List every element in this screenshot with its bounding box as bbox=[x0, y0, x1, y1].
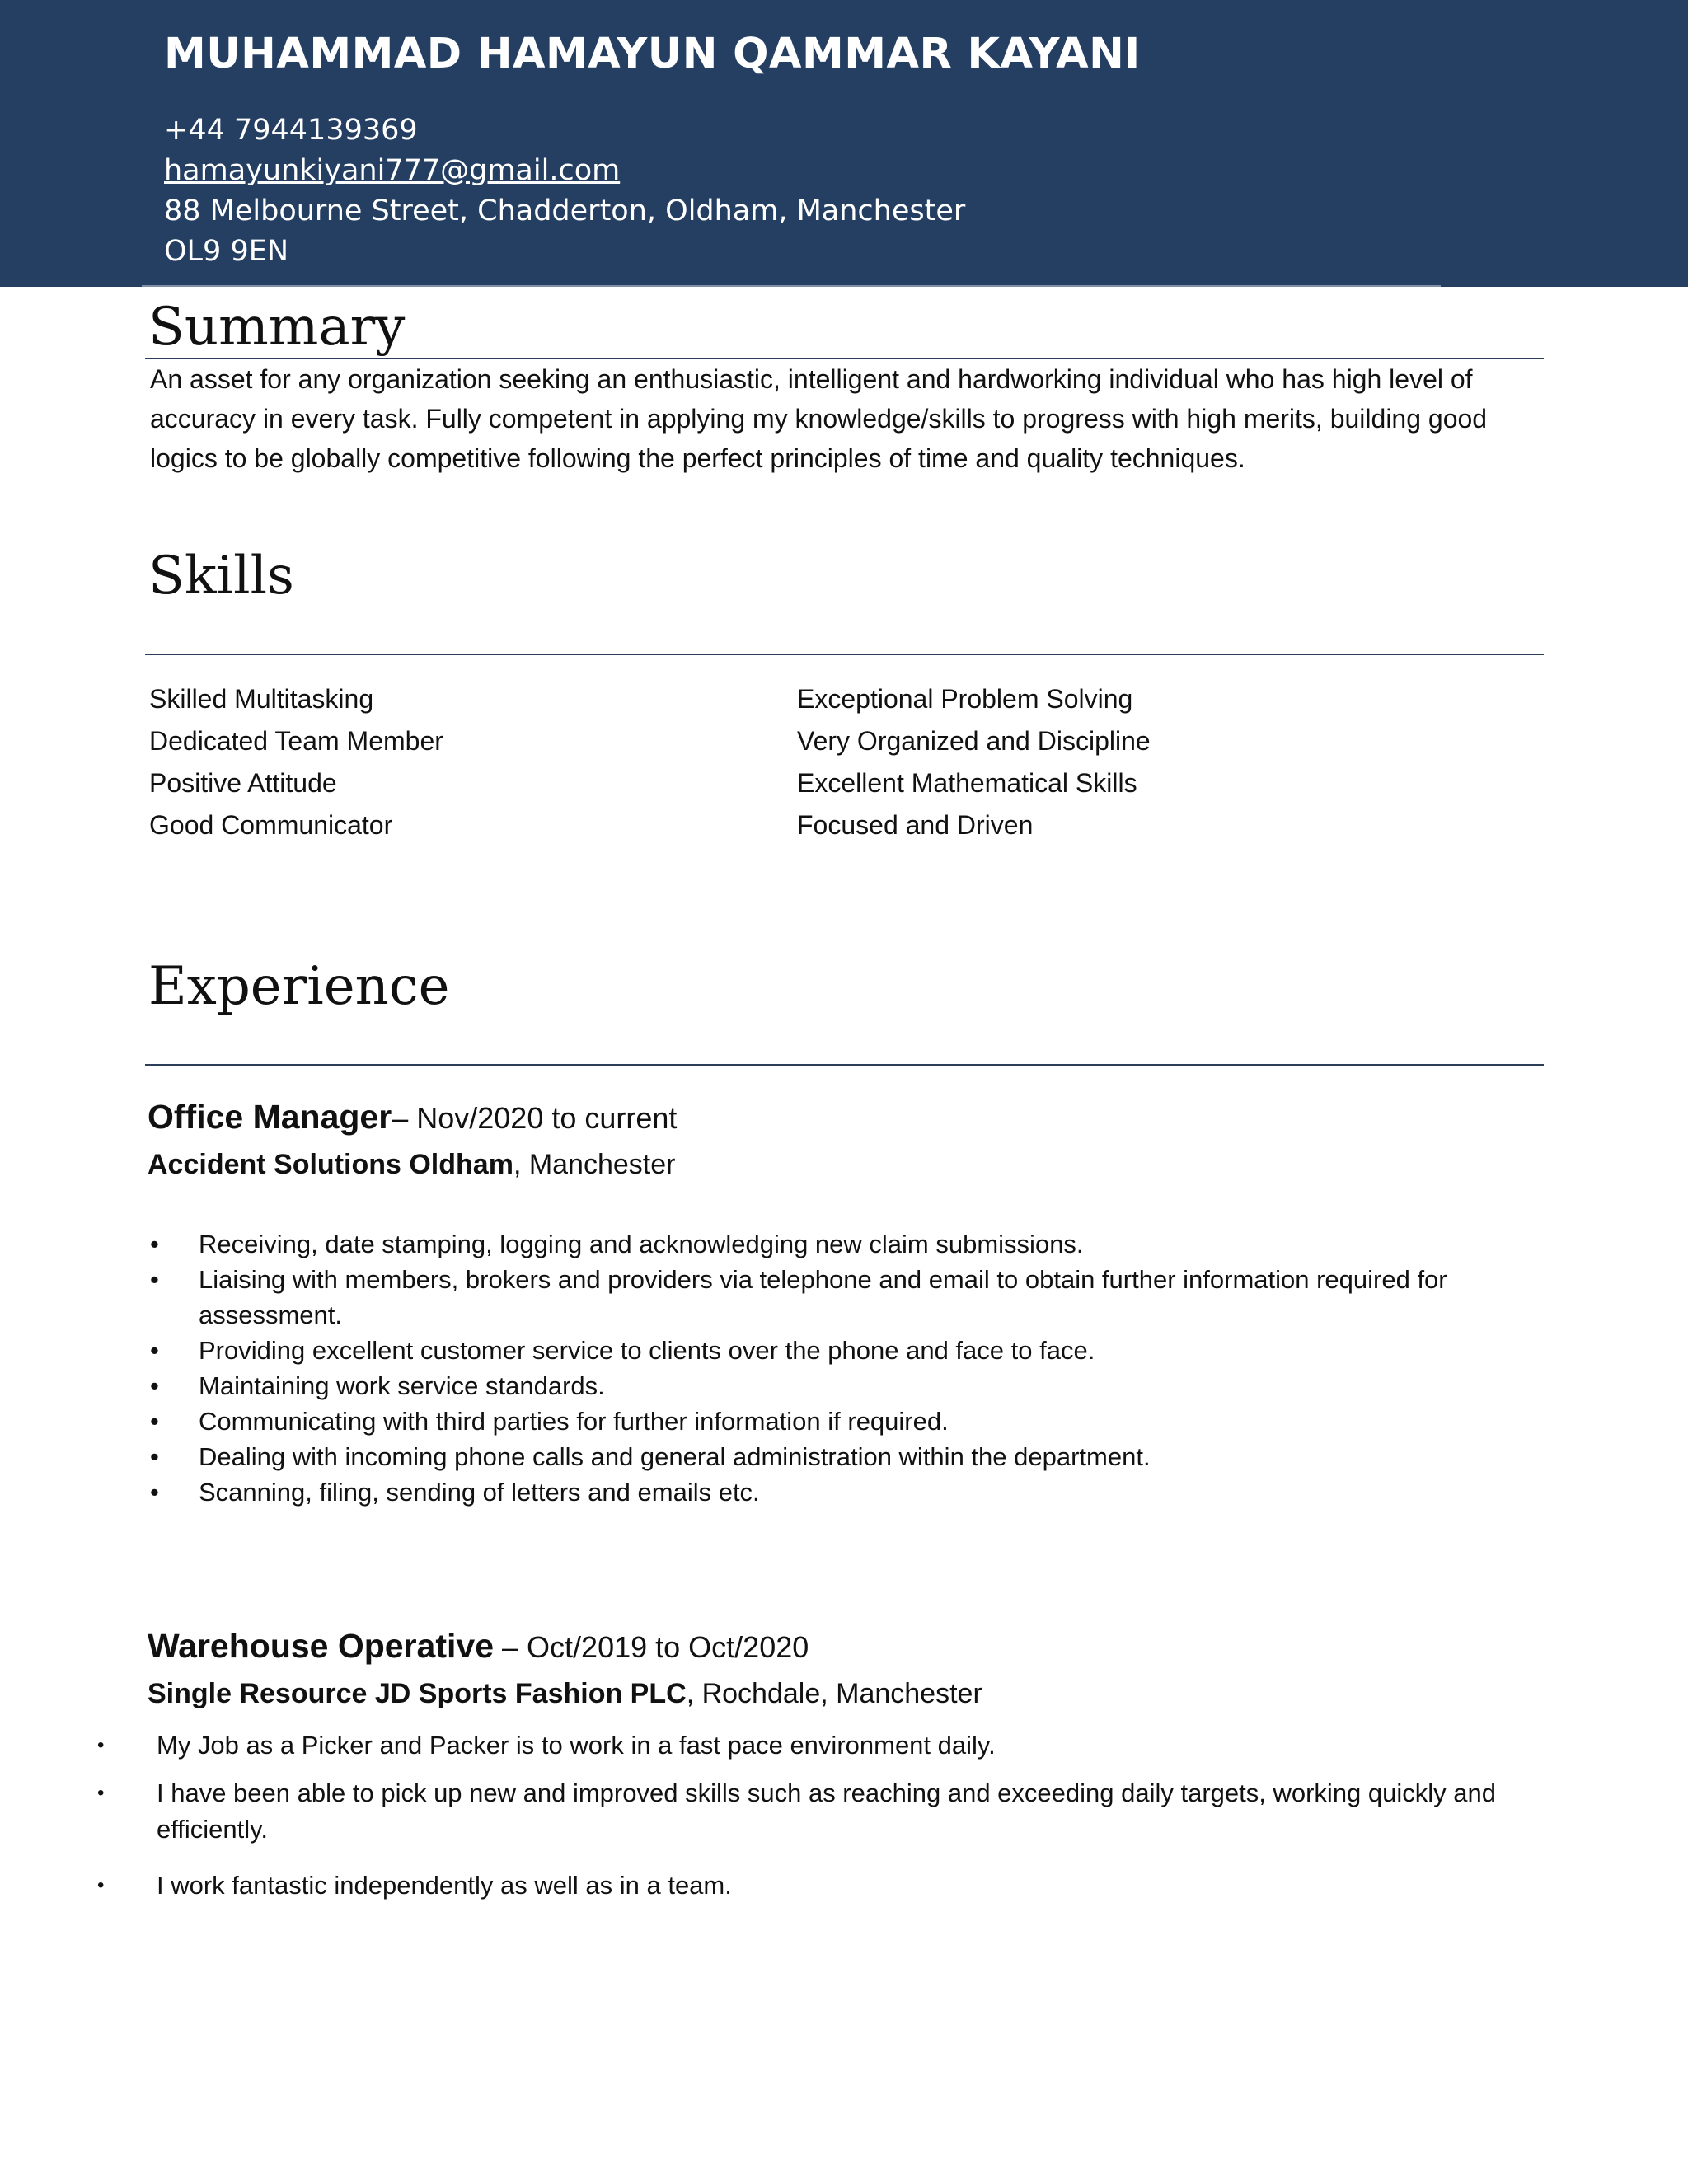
job-company-line bbox=[148, 1149, 675, 1181]
skills-column-right bbox=[797, 678, 1151, 846]
list-item: • Communicating with third parties for further information if required. bbox=[0, 1404, 1542, 1439]
list-item: • Providing excellent customer service to clients over the phone and face to face. bbox=[0, 1333, 1542, 1368]
list-item: • Liaising with members, brokers and providers via telephone and email to obtain further information required for assessment. bbox=[0, 1262, 1542, 1333]
bullet: • bbox=[150, 1336, 159, 1365]
address-line-2: OL9 9EN bbox=[164, 235, 289, 268]
bullet: • bbox=[150, 1230, 159, 1258]
list-item: • I have been able to pick up new and improved skills such as reaching and exceeding daily targets, working quickly and efficiently. bbox=[0, 1775, 1541, 1848]
bullet: • bbox=[150, 1265, 159, 1294]
skill-item: Exceptional Problem Solving bbox=[797, 684, 1133, 714]
bullet: • bbox=[97, 1874, 105, 1896]
candidate-name: MUHAMMAD HAMAYUN QAMMAR KAYANI bbox=[164, 30, 1141, 78]
skill-item: Dedicated Team Member bbox=[149, 726, 443, 756]
bullet: • bbox=[97, 1782, 105, 1804]
job-duties-list bbox=[0, 1226, 1542, 1510]
job-duties-list bbox=[0, 1727, 1541, 1904]
summary-heading: Summary bbox=[148, 297, 406, 358]
job-title-line bbox=[148, 1098, 677, 1137]
email-link[interactable]: hamayunkiyani777@gmail.com bbox=[164, 154, 621, 187]
job-location: , Rochdale, Manchester bbox=[686, 1678, 982, 1709]
skills-rule bbox=[145, 654, 1544, 655]
list-item: • My Job as a Picker and Packer is to work in a fast pace environment daily. bbox=[0, 1727, 1541, 1764]
contact-block bbox=[164, 110, 965, 272]
skill-item: Good Communicator bbox=[149, 810, 393, 840]
job-dates: – Nov/2020 to current bbox=[392, 1101, 678, 1135]
bullet: • bbox=[150, 1407, 159, 1436]
skills-heading: Skills bbox=[148, 546, 294, 607]
header-divider bbox=[142, 285, 1441, 287]
skills-column-left bbox=[149, 678, 443, 846]
skill-item: Positive Attitude bbox=[149, 768, 337, 798]
skill-item: Skilled Multitasking bbox=[149, 684, 374, 714]
list-item: • Receiving, date stamping, logging and acknowledging new claim submissions. bbox=[0, 1226, 1542, 1262]
job-location: , Manchester bbox=[513, 1149, 676, 1180]
header-banner bbox=[0, 0, 1688, 287]
skill-item: Very Organized and Discipline bbox=[797, 726, 1151, 756]
list-item: • Maintaining work service standards. bbox=[0, 1368, 1542, 1404]
summary-text: An asset for any organization seeking an enthusiastic, intelligent and hardworking individual who has high level of accuracy in every task. Fully competent in applying my knowledge/skills to progress with high merits, building good logics to be globally competitive following the perfect principles of time and quality techniques. bbox=[150, 364, 1488, 473]
job-company: Accident Solutions Oldham bbox=[148, 1149, 513, 1180]
job-role: Warehouse Operative bbox=[148, 1627, 495, 1665]
phone-number: +44 7944139369 bbox=[164, 114, 418, 147]
job-role: Office Manager bbox=[148, 1098, 392, 1136]
bullet: • bbox=[150, 1371, 159, 1400]
address-line-1: 88 Melbourne Street, Chadderton, Oldham, Manchester bbox=[164, 194, 966, 227]
job-company: Single Resource JD Sports Fashion PLC bbox=[148, 1678, 687, 1709]
skill-item: Focused and Driven bbox=[797, 810, 1034, 840]
experience-heading: Experience bbox=[148, 956, 450, 1017]
list-item: • Scanning, filing, sending of letters and emails etc. bbox=[0, 1474, 1542, 1510]
bullet: • bbox=[150, 1478, 159, 1507]
job-dates: – Oct/2019 to Oct/2020 bbox=[494, 1630, 809, 1664]
job-title-line bbox=[148, 1627, 809, 1666]
list-item: • I work fantastic independently as well as in a team. bbox=[0, 1868, 1541, 1904]
job-company-line bbox=[148, 1678, 982, 1710]
list-item: • Dealing with incoming phone calls and general administration within the department. bbox=[0, 1439, 1542, 1474]
skill-item: Excellent Mathematical Skills bbox=[797, 768, 1137, 798]
experience-rule bbox=[145, 1064, 1544, 1066]
bullet: • bbox=[97, 1734, 105, 1756]
bullet: • bbox=[150, 1442, 159, 1471]
